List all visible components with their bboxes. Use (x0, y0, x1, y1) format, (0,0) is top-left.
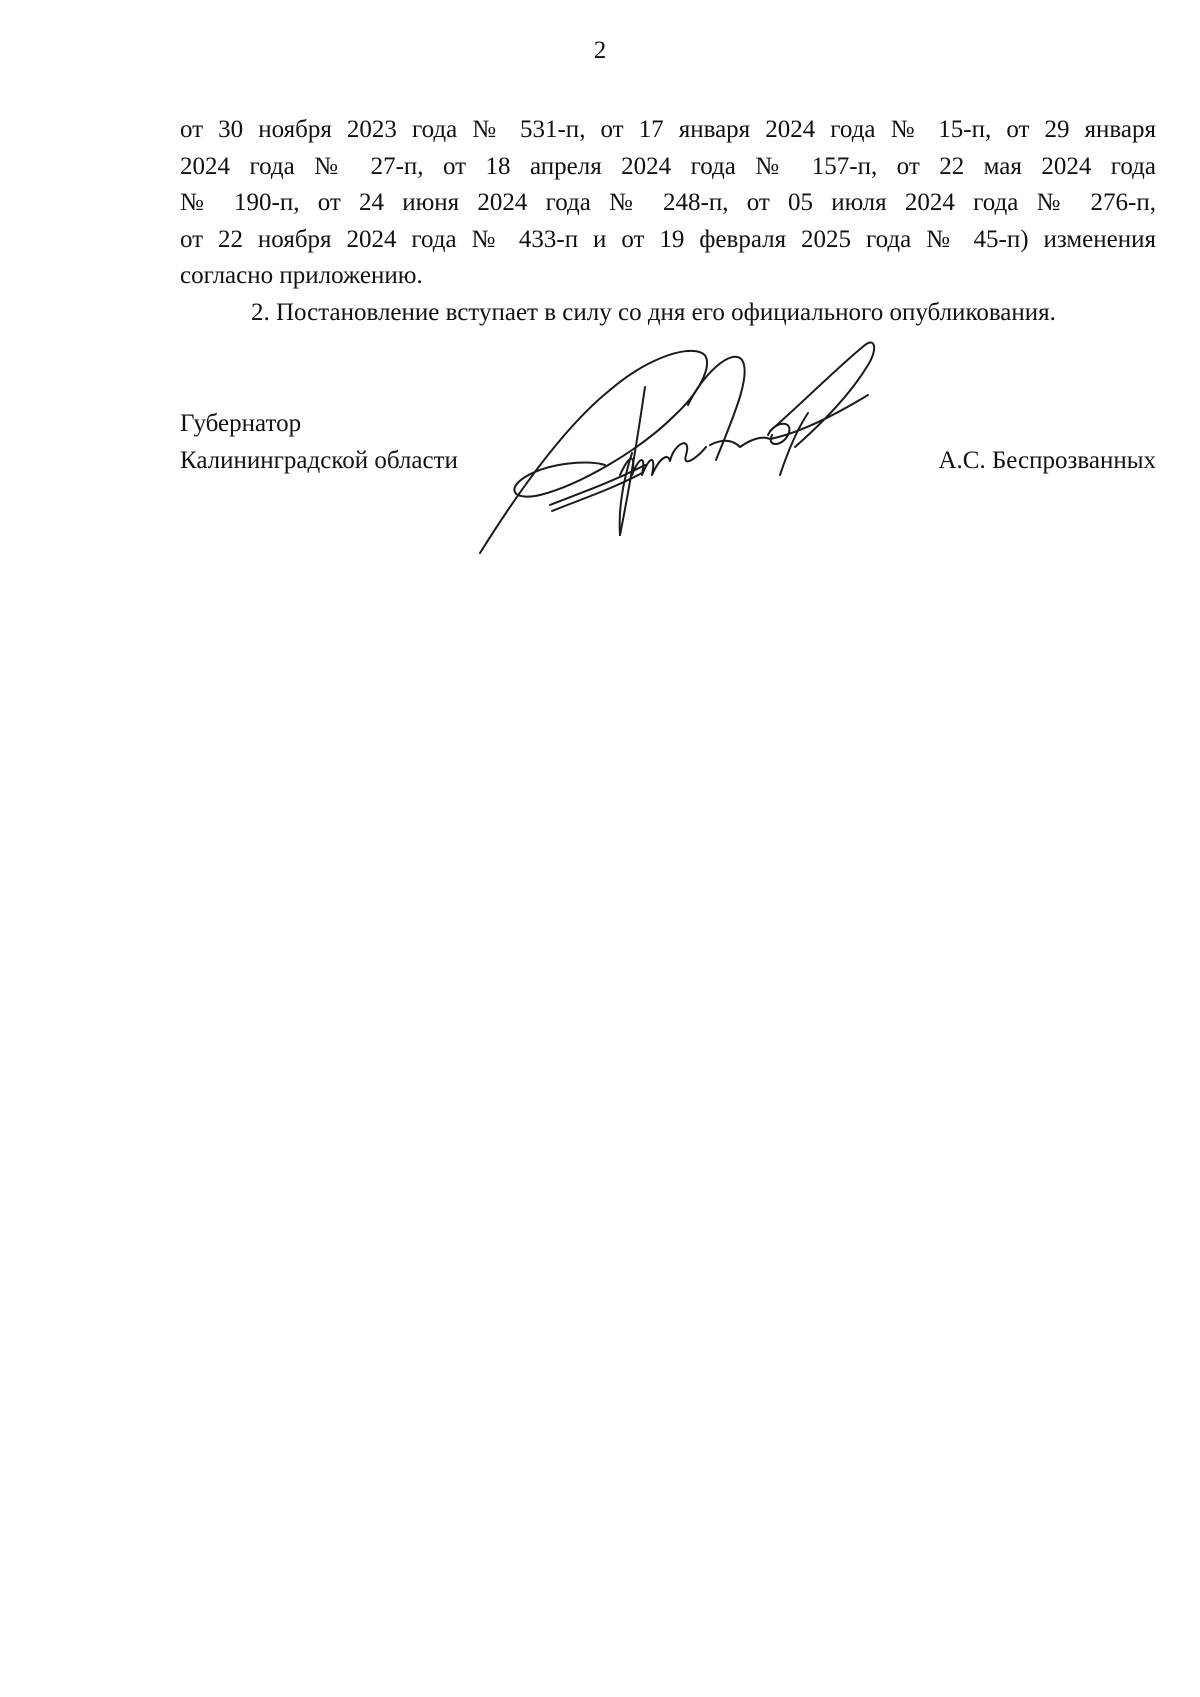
paragraph-item-2: 2. Постановление вступает в силу со дня его официального опубликования. (251, 298, 1056, 326)
signer-position (180, 406, 458, 479)
body-line: № 190-п, от 24 июня 2024 года № 248-п, от 05 июля 2024 года № 276-п, (180, 189, 1156, 216)
body-line: согласно приложению. (180, 262, 423, 289)
position-line: Калининградской области (180, 446, 458, 474)
body-text (180, 112, 1156, 331)
handwritten-signature (470, 335, 910, 565)
page-number: 2 (593, 37, 607, 64)
position-line: Губернатор (180, 410, 302, 437)
signer-name: А.С. Беспрозванных (938, 446, 1156, 474)
body-line: 2024 года № 27-п, от 18 апреля 2024 года № 157-п, от 22 мая 2024 года (180, 152, 1156, 180)
body-line: от 22 ноября 2024 года № 433-п и от 19 февраля 2025 года № 45-п) изменения (180, 225, 1156, 253)
body-line: от 30 ноября 2023 года № 531-п, от 17 января 2024 года № 15-п, от 29 января (180, 116, 1156, 143)
